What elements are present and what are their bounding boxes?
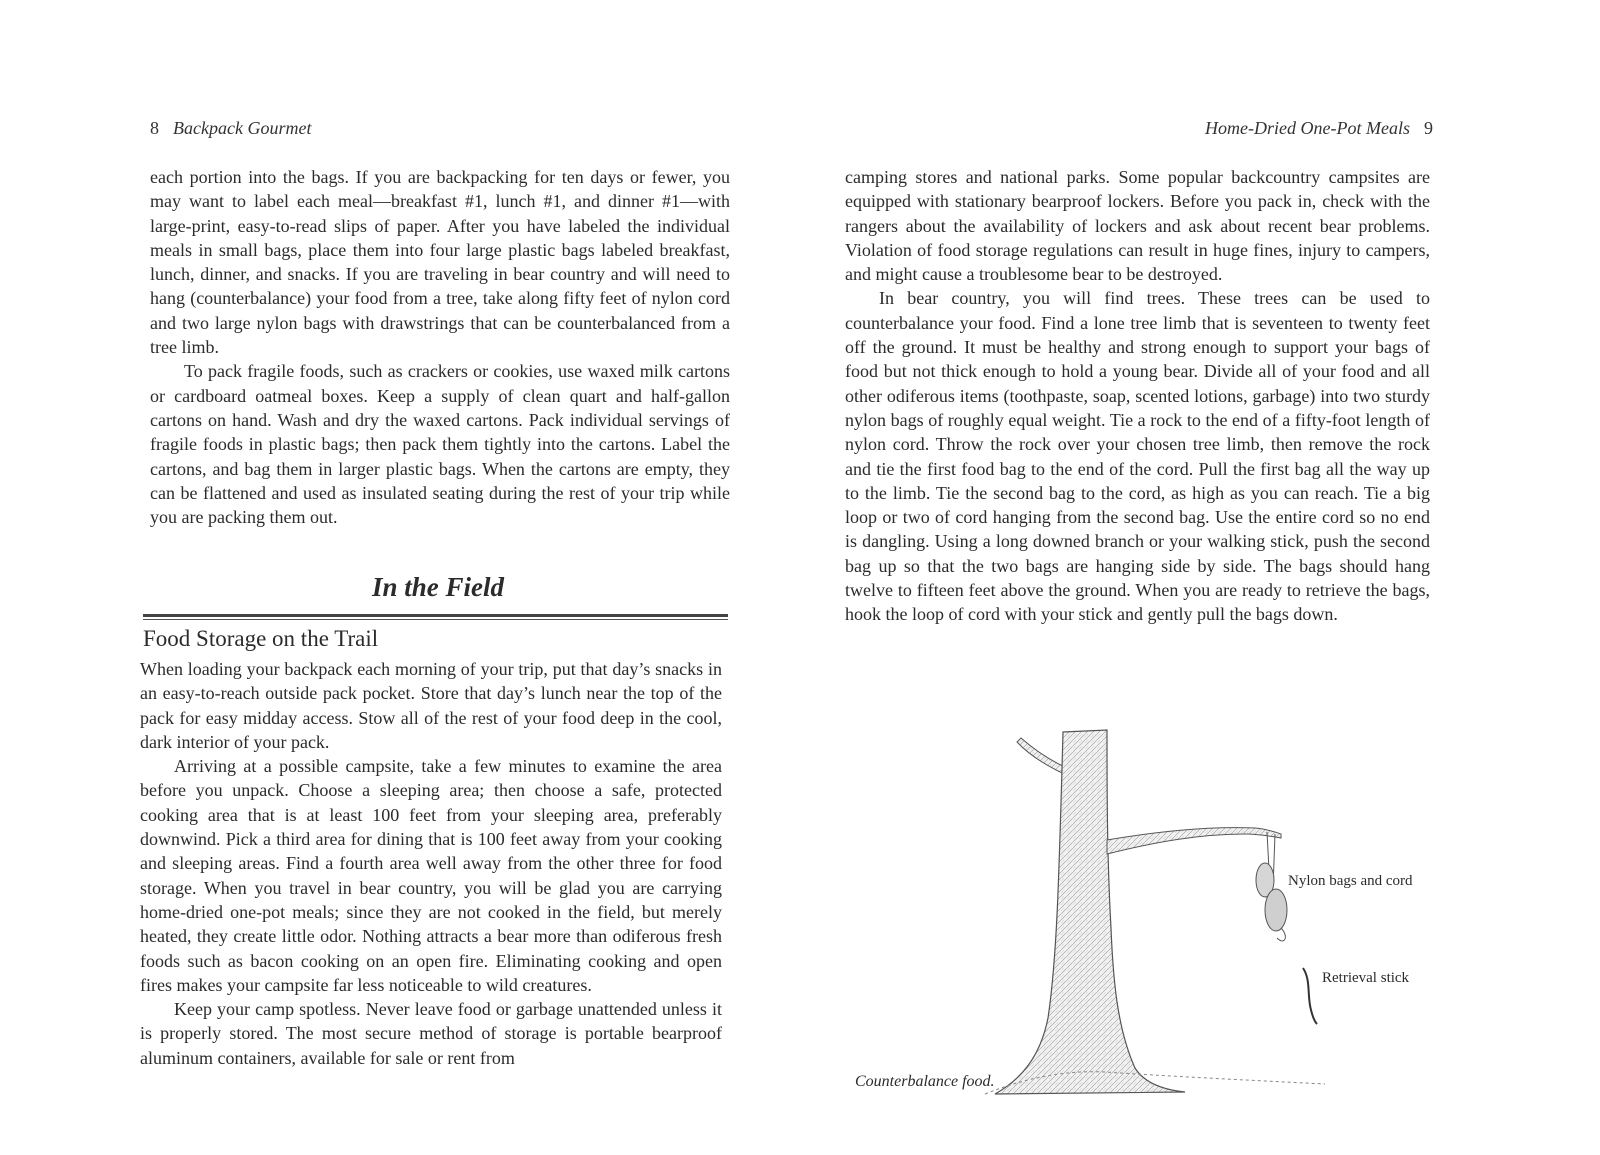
- right-running-title: Home-Dried One-Pot Meals: [1205, 118, 1410, 138]
- retrieval-stick: [1303, 968, 1317, 1024]
- right-running-head: [1205, 118, 1433, 139]
- label-nylon-bags: Nylon bags and cord: [1288, 873, 1413, 889]
- label-retrieval-stick: Retrieval stick: [1322, 970, 1410, 986]
- nylon-bag: [1265, 889, 1287, 931]
- tree-trunk: [995, 730, 1185, 1094]
- right-page-number: 9: [1424, 118, 1433, 138]
- illustration-caption: Counterbalance food.: [855, 1073, 995, 1090]
- tree-drawing: [845, 728, 1445, 1108]
- tree-illustration: [845, 728, 1445, 1108]
- subheading: Food Storage on the Trail: [143, 626, 379, 651]
- left-running-head: [150, 118, 311, 139]
- left-page-number: 8: [150, 118, 159, 138]
- section-divider: [143, 614, 728, 620]
- main-branch: [1107, 828, 1281, 854]
- paragraph: When loading your backpack each morning of your trip, put that day’s snacks in an easy-to-reach outside pack pocket. Store that day’s lunch near the top of the pack for easy midday access. Stow all of the rest of your food deep in the cool, dark interior of your pack.: [140, 659, 722, 752]
- left-bottom-text: [140, 657, 722, 1070]
- paragraph: In bear country, you will find trees. These trees can be used to counterbalance your food. Find a lone tree limb that is seventeen to twenty feet off the ground. It must be healthy and strong enough to support your bags of food but not thick enough to hold a young bear. Divide all of your food and all other odiferous items (toothpaste, soap, scented lotions, garbage) into two sturdy nylon bags of roughly equal weight. Tie a rock to the end of a fifty-foot length of nylon cord. Throw the rock over your chosen tree limb, then remove the rock and tie the first food bag to the end of the cord. Pull the first bag all the way up to the limb. Tie the second bag to the cord, as high as you can reach. Tie a big loop or two of cord hanging from the second bag. Use the entire cord so no end is dangling. Using a long downed branch or your walking stick, push the second bag up so that the two bags are hanging side by side. The bags should hang twelve to fifteen feet above the ground. When you are ready to retrieve the bags, hook the loop of cord with your stick and gently pull the bags down.: [845, 288, 1430, 625]
- paragraph: camping stores and national parks. Some popular backcountry campsites are equipped with stationary bearproof lockers. Before you pack in, check with the rangers about the availability of lockers and ask about recent bear problems. Violation of food storage regulations can result in huge fines, injury to campers, and might cause a troublesome bear to be destroyed.: [845, 167, 1430, 285]
- paragraph: each portion into the bags. If you are backpacking for ten days or fewer, you may want to label each meal—breakfast #1, lunch #1, and dinner #1—with large-print, easy-to-read slips of paper. After you have labeled the individual meals in small bags, place them into four large plastic bags labeled breakfast, lunch, dinner, and snacks. If you are traveling in bear country and will need to hang (counterbalance) your food from a tree, take along fifty feet of nylon cord and two large nylon bags with drawstrings that can be counterbalanced from a tree limb.: [150, 167, 730, 358]
- left-top-text: [150, 165, 730, 529]
- right-top-text: [845, 165, 1430, 627]
- paragraph: Arriving at a possible campsite, take a few minutes to examine the area before you unpack. Choose a sleeping area; then choose a safe, protected cooking area that is at least 100 feet from your sleeping area, preferably downwind. Pick a third area for dining that is 100 feet away from your cooking and sleeping areas. Find a fourth area well away from the other three for food storage. When you travel in bear country, you will be glad you are carrying home-dried one-pot meals; since they are not cooked in the field, but merely heated, they create little odor. Nothing attracts a bear more than odiferous fresh foods such as bacon cooking on an open fire. Eliminating cooking and open fires makes your campsite far less noticeable to wild creatures.: [140, 756, 722, 995]
- paragraph: Keep your camp spotless. Never leave food or garbage unattended unless it is properly stored. The most secure method of storage is portable bearproof aluminum containers, available for sale or rent from: [140, 999, 722, 1068]
- paragraph: To pack fragile foods, such as crackers or cookies, use waxed milk cartons or cardboard oatmeal boxes. Keep a supply of clean quart and half-gallon cartons on hand. Wash and dry the waxed cartons. Pack individual servings of fragile foods in plastic bags; then pack them tightly into the cartons. Label the cartons, and bag them in larger plastic bags. When the cartons are empty, they can be flattened and used as insulated seating during the rest of your trip while you are packing them out.: [150, 361, 730, 528]
- section-title: In the Field: [371, 572, 505, 602]
- left-running-title: Backpack Gourmet: [173, 118, 312, 138]
